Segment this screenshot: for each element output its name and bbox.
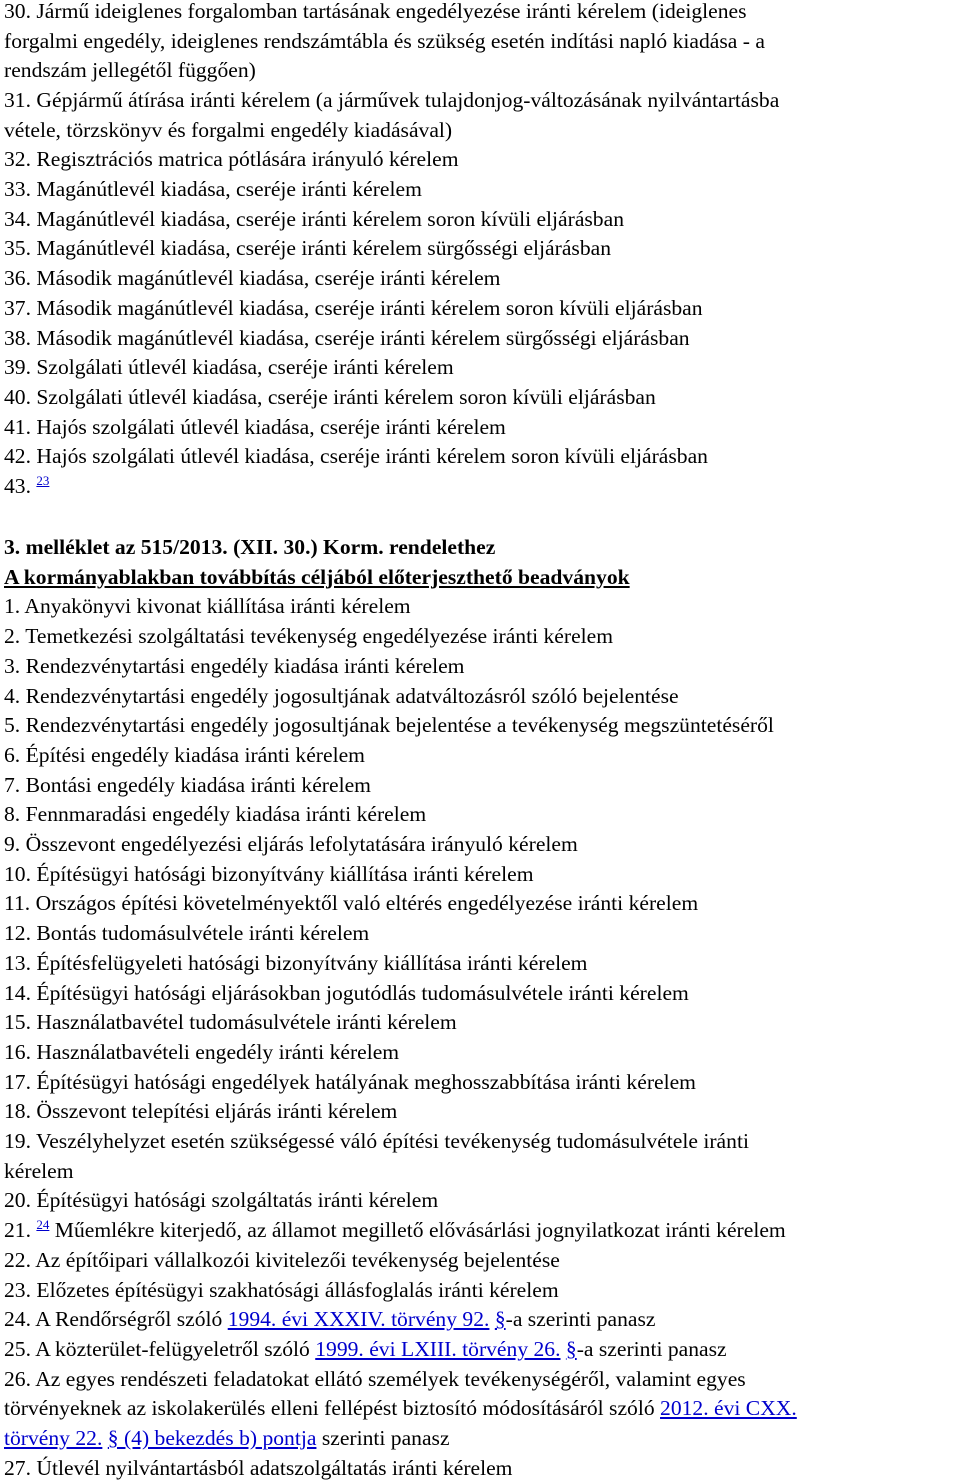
item-number: 21. bbox=[4, 1218, 37, 1243]
list-item-43 bbox=[4, 472, 49, 502]
section-link-22-4-b[interactable]: § (4) bekezdés b) pontja bbox=[107, 1426, 317, 1450]
law-link-1994-xxxiv[interactable]: 1994. évi XXXIV. törvény 92. bbox=[227, 1307, 490, 1332]
list-item: 5. Rendezvénytartási engedély jogosultjának bejelentése a tevékenység megszüntetéséről bbox=[4, 713, 774, 738]
list-item: 6. Építési engedély kiadása iránti kérelem bbox=[4, 742, 365, 767]
list-item: 34. Magánútlevél kiadása, cseréje iránti kérelem soron kívüli eljárásban bbox=[4, 206, 624, 231]
list-item: 37. Második magánútlevél kiadása, cseréje iránti kérelem soron kívüli eljárásban bbox=[4, 295, 703, 320]
item-text: szerinti panasz bbox=[316, 1426, 450, 1450]
list-item: 20. Építésügyi hatósági szolgáltatás iránti kérelem bbox=[4, 1188, 439, 1213]
list-item: 19. Veszélyhelyzet esetén szükségessé váló építési tevékenység tudomásulvétele iránti bbox=[4, 1129, 749, 1153]
item-text: 24. A Rendőrségről szóló bbox=[4, 1307, 228, 1332]
item-text: -a szerinti panasz bbox=[505, 1307, 656, 1332]
list-item: 40. Szolgálati útlevél kiadása, cseréje iránti kérelem soron kívüli eljárásban bbox=[4, 384, 656, 409]
list-item-25 bbox=[4, 1335, 727, 1365]
list-item: 14. Építésügyi hatósági eljárásokban jogutódlás tudomásulvétele iránti kérelem bbox=[4, 980, 689, 1005]
list-item: 9. Összevont engedélyezési eljárás lefolytatására irányuló kérelem bbox=[4, 832, 578, 856]
annex-title: 3. melléklet az 515/2013. (XII. 30.) Korm. rendelethez bbox=[4, 535, 496, 559]
law-link-2012-cxx[interactable]: 2012. évi CXX. bbox=[660, 1396, 797, 1421]
item-text: Műemlékre kiterjedő, az államot megillető elővásárlási jognyilatkozat iránti kérelem bbox=[54, 1218, 786, 1243]
item-text: 25. A közterület-felügyeletről szóló bbox=[4, 1336, 316, 1361]
list-item-21 bbox=[4, 1216, 786, 1246]
list-item: 12. Bontás tudomásulvétele iránti kérelem bbox=[4, 921, 370, 946]
list-item: 35. Magánútlevél kiadása, cseréje iránti kérelem sürgősségi eljárásban bbox=[4, 236, 611, 261]
list-item: 32. Regisztrációs matrica pótlására irányuló kérelem bbox=[4, 147, 459, 172]
law-link-1999-lxiii[interactable]: 1999. évi LXIII. törvény 26. bbox=[315, 1336, 561, 1361]
list-item: 11. Országos építési követelményektől való eltérés engedélyezése iránti kérelem bbox=[4, 891, 699, 916]
item-text: törvényeknek az iskolakerülés elleni fellépést biztosító módosításáról szóló bbox=[4, 1396, 661, 1421]
list-item: 33. Magánútlevél kiadása, cseréje iránti kérelem bbox=[4, 177, 422, 201]
list-item: 31. Gépjármű átírása iránti kérelem (a járművek tulajdonjog-változásának nyilvántartásba bbox=[4, 87, 780, 112]
list-item: 15. Használatbavétel tudomásulvétele iránti kérelem bbox=[4, 1010, 457, 1035]
list-item: 27. Útlevél nyilvántartásból adatszolgáltatás iránti kérelem bbox=[4, 1455, 513, 1480]
item-number: 43. bbox=[4, 474, 37, 498]
list-item-26-line2 bbox=[4, 1394, 797, 1424]
list-item: 8. Fennmaradási engedély kiadása iránti kérelem bbox=[4, 802, 427, 827]
list-item: vétele, törzskönyv és forgalmi engedély kiadásával) bbox=[4, 117, 453, 142]
section-link-26[interactable]: § bbox=[565, 1336, 577, 1361]
list-item: kérelem bbox=[4, 1158, 74, 1183]
list-item: 3. Rendezvénytartási engedély kiadása iránti kérelem bbox=[4, 653, 465, 678]
list-item: 22. Az építőipari vállalkozói kivitelezői tevékenység bejelentése bbox=[4, 1247, 560, 1272]
list-item-26-line1: 26. Az egyes rendészeti feladatokat ellátó személyek tevékenységéről, valamint egyes bbox=[4, 1366, 746, 1391]
list-item: 42. Hajós szolgálati útlevél kiadása, cseréje iránti kérelem soron kívüli eljárásban bbox=[4, 444, 708, 469]
list-item-24 bbox=[4, 1305, 656, 1335]
annex-subtitle: A kormányablakban továbbítás céljából előterjeszthető beadványok bbox=[4, 564, 630, 589]
footnote-link-24[interactable]: 24 bbox=[36, 1216, 50, 1232]
list-item: 41. Hajós szolgálati útlevél kiadása, cseréje iránti kérelem bbox=[4, 414, 506, 439]
list-item: 23. Előzetes építésügyi szakhatósági állásfoglalás iránti kérelem bbox=[4, 1277, 559, 1302]
list-item: 1. Anyakönyvi kivonat kiállítása iránti kérelem bbox=[4, 594, 411, 619]
list-item: 7. Bontási engedély kiadása iránti kérelem bbox=[4, 772, 371, 797]
list-item: 10. Építésügyi hatósági bizonyítvány kiállítása iránti kérelem bbox=[4, 861, 534, 886]
list-item: 18. Összevont telepítési eljárás iránti kérelem bbox=[4, 1099, 398, 1124]
list-item: 4. Rendezvénytartási engedély jogosultjának adatváltozásról szóló bejelentése bbox=[4, 683, 679, 708]
list-item: 38. Második magánútlevél kiadása, cseréje iránti kérelem sürgősségi eljárásban bbox=[4, 325, 690, 350]
section-link-92[interactable]: § bbox=[494, 1307, 506, 1332]
list-item: 17. Építésügyi hatósági engedélyek hatályának meghosszabbítása iránti kérelem bbox=[4, 1069, 696, 1094]
list-item: 36. Második magánútlevél kiadása, cseréje iránti kérelem bbox=[4, 266, 501, 291]
list-item: 13. Építésfelügyeleti hatósági bizonyítvány kiállítása iránti kérelem bbox=[4, 950, 588, 975]
list-item: 30. Jármű ideiglenes forgalomban tartásának engedélyezése iránti kérelem (ideiglenes bbox=[4, 0, 747, 23]
list-item-26-line3 bbox=[4, 1424, 450, 1454]
list-item: rendszám jellegétől függően) bbox=[4, 58, 256, 83]
item-text: -a szerinti panasz bbox=[576, 1336, 727, 1361]
list-item: 2. Temetkezési szolgáltatási tevékenység engedélyezése iránti kérelem bbox=[4, 624, 614, 649]
footnote-link-23[interactable]: 23 bbox=[36, 472, 50, 488]
law-link-2012-cxx-cont[interactable]: törvény 22. bbox=[4, 1426, 103, 1450]
list-item: 16. Használatbavételi engedély iránti kérelem bbox=[4, 1039, 400, 1064]
list-item: 39. Szolgálati útlevél kiadása, cseréje iránti kérelem bbox=[4, 355, 454, 380]
list-item: forgalmi engedély, ideiglenes rendszámtábla és szükség esetén indítási napló kiadása - a bbox=[4, 28, 765, 53]
